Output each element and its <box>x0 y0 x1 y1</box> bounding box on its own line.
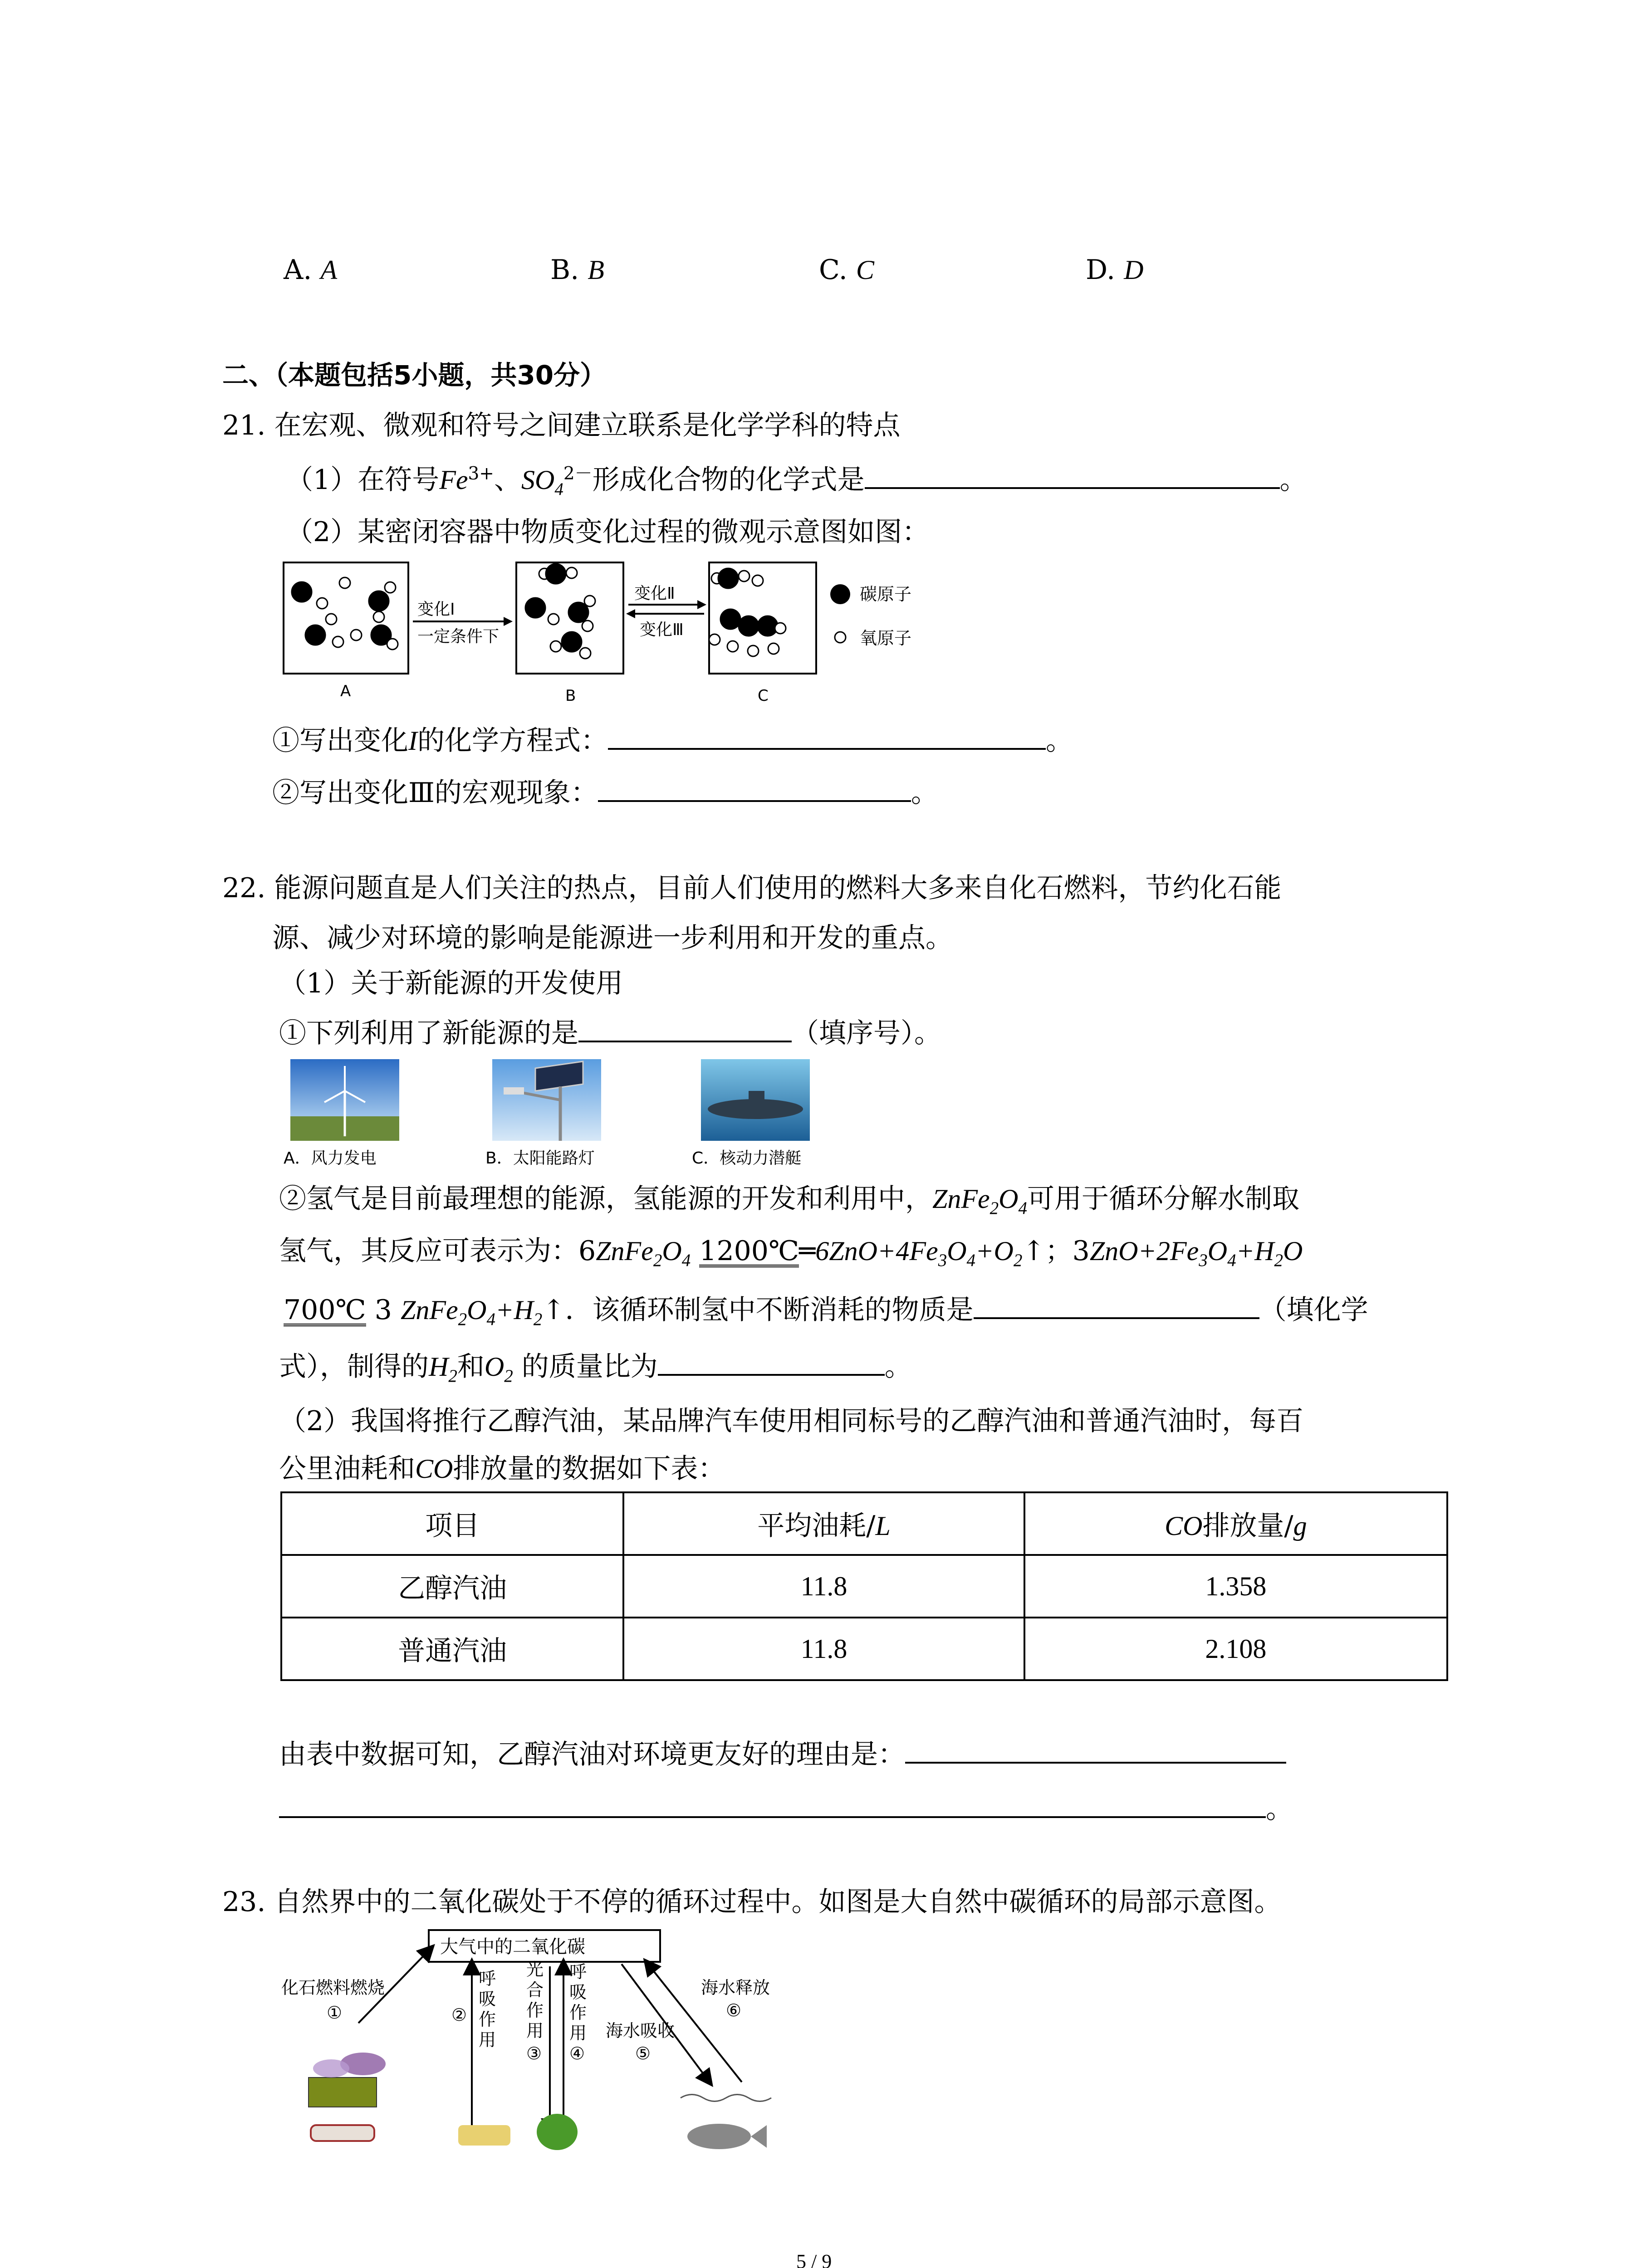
change1-condition: 一定条件下 <box>417 627 500 646</box>
sea-release-label: 海水释放 <box>701 1978 770 1998</box>
table-row <box>281 1618 1447 1680</box>
answer-blank[interactable] <box>905 1734 1286 1764</box>
svg-text:用: 用 <box>569 2023 587 2043</box>
image-caption-b: B．太阳能路灯 <box>485 1149 595 1168</box>
table-cell: 11.8 <box>623 1618 1024 1680</box>
oxygen-atom <box>326 614 337 625</box>
change2-label: 变化Ⅱ <box>634 584 675 603</box>
oxygen-atom <box>550 641 561 652</box>
q22-stem-line1: 22. 能源问题直是人们关注的热点，目前人们使用的燃料大多来自化石燃料，节约化石能 <box>222 872 1282 904</box>
q22-stem-line2: 源、减少对环境的影响是能源进一步利用和开发的重点。 <box>272 922 953 954</box>
answer-blank[interactable] <box>865 459 1280 489</box>
table-cell: 1.358 <box>1024 1555 1447 1618</box>
answer-blank[interactable] <box>658 1346 885 1376</box>
q22-conclusion-line2: 。 <box>279 1787 1293 1826</box>
legend-carbon: 碳原子 <box>860 584 912 604</box>
oxygen-atom <box>752 575 763 586</box>
table-header-row <box>281 1492 1447 1555</box>
table-cell: 乙醇汽油 <box>281 1555 623 1618</box>
solar-lamp-image <box>492 1059 601 1141</box>
carbon-atom <box>739 616 759 636</box>
oxygen-atom <box>584 596 595 606</box>
carbon-atom-icon <box>830 584 850 604</box>
sea-icon <box>681 2095 771 2102</box>
q22-sub1: ①下列利用了新能源的是 （填序号）。 <box>279 1012 941 1051</box>
carbon-atom <box>305 625 325 645</box>
change3-label: 变化Ⅲ <box>640 621 684 639</box>
option-b: B. B <box>550 254 604 286</box>
svg-text:用: 用 <box>479 2030 496 2050</box>
table-cell: 普通汽油 <box>281 1618 623 1680</box>
option-a: A. A <box>284 254 338 286</box>
atmosphere-co2-box: 大气中的二氧化碳 <box>440 1936 585 1957</box>
oxygen-atom <box>566 567 577 578</box>
svg-text:作: 作 <box>526 2000 544 2020</box>
oxygen-atom <box>748 645 759 656</box>
answer-blank[interactable] <box>598 772 911 802</box>
q22-part1: （1）关于新能源的开发使用 <box>279 968 623 999</box>
q23-stem: 23. 自然界中的二氧化碳处于不停的循环过程中。如图是大自然中碳循环的局部示意图。 <box>222 1886 1282 1918</box>
section-title: 二、（本题包括5小题，共30分） <box>222 360 607 391</box>
fish-icon <box>687 2124 751 2149</box>
oxygen-atom <box>775 623 786 634</box>
q21-stem: 21. 在宏观、微观和符号之间建立联系是化学学科的特点 <box>222 410 901 441</box>
oxygen-atom <box>339 577 350 588</box>
oxygen-atom <box>385 582 396 593</box>
svg-text:作: 作 <box>479 2009 496 2029</box>
q21-sub1: ①写出变化I的化学方程式： 。 <box>272 719 1073 758</box>
sea-absorb-label: 海水吸收 <box>606 2021 675 2041</box>
table-header: 平均油耗/L <box>623 1492 1024 1555</box>
oxygen-atom <box>727 641 738 652</box>
q21-sub2: ②写出变化Ⅲ的宏观现象： 。 <box>272 771 938 810</box>
q22-conclusion: 由表中数据可知，乙醇汽油对环境更友好的理由是： <box>279 1733 1286 1772</box>
svg-text:③: ③ <box>526 2043 542 2063</box>
table-cell: 11.8 <box>623 1555 1024 1618</box>
svg-text:⑥: ⑥ <box>726 2000 742 2020</box>
legend-oxygen: 氧原子 <box>860 628 912 648</box>
oxygen-atom <box>387 639 398 650</box>
table-cell: 2.108 <box>1024 1618 1447 1680</box>
car-icon <box>311 2125 374 2141</box>
tree-icon <box>537 2114 578 2150</box>
carbon-atom <box>718 568 738 588</box>
box-label-c: C <box>758 687 769 705</box>
carbon-atom <box>369 591 389 611</box>
oxygen-atom-icon <box>835 632 846 643</box>
answer-blank[interactable] <box>578 1012 792 1042</box>
image-caption-c: C．核动力潜艇 <box>692 1149 802 1168</box>
q22-part2-line1: （2）我国将推行乙醇汽油，某品牌汽车使用相同标号的乙醇汽油和普通汽油时，每百 <box>279 1405 1304 1437</box>
box-label-a: A <box>340 682 351 700</box>
oxygen-atom <box>333 636 343 647</box>
table-header: CO排放量/g <box>1024 1492 1447 1555</box>
cow-icon <box>458 2125 510 2146</box>
micro-diagram <box>281 556 944 710</box>
carbon-atom <box>568 602 588 622</box>
q22-sub2-line1: ②氢气是目前最理想的能源，氢能源的开发和利用中，$ZnFe_2O_4$可用于循环分解水制取 <box>279 1183 1299 1218</box>
svg-text:作: 作 <box>569 2003 587 2023</box>
factory-icon <box>309 2077 377 2107</box>
fuel-table <box>280 1491 1448 1681</box>
carbon-atom <box>546 564 566 584</box>
fossil-fuel-label: 化石燃料燃烧 <box>281 1978 385 1998</box>
svg-text:④: ④ <box>569 2043 585 2063</box>
carbon-atom <box>758 616 778 636</box>
oxygen-atom <box>768 643 779 654</box>
svg-text:⑤: ⑤ <box>635 2043 651 2063</box>
svg-text:用: 用 <box>526 2021 544 2041</box>
oxygen-atom <box>373 611 384 622</box>
wind-power-image <box>290 1059 399 1141</box>
oxygen-atom <box>548 614 559 625</box>
image-caption-a: A．风力发电 <box>284 1149 377 1168</box>
oxygen-atom <box>317 598 328 609</box>
svg-text:②: ② <box>451 2005 467 2025</box>
oxygen-atom <box>709 634 720 645</box>
carbon-atom <box>525 598 545 618</box>
submarine-image <box>701 1059 810 1141</box>
svg-text:吸: 吸 <box>479 1989 496 2009</box>
q21-part1: （1）在符号$Fe^{3+}$、$SO_4^{2-}$形成化合物的化学式是 。 <box>286 458 1307 499</box>
answer-blank[interactable] <box>608 720 1046 750</box>
oxygen-atom <box>739 571 749 582</box>
reaction-condition-2: 700℃ <box>284 1294 366 1326</box>
svg-text:吸: 吸 <box>569 1982 587 2002</box>
carbon-atom <box>562 632 582 652</box>
svg-text:呼: 呼 <box>479 1969 496 1989</box>
carbon-cycle-diagram <box>272 1923 835 2177</box>
table-row <box>281 1555 1447 1618</box>
answer-blank[interactable] <box>279 1788 1266 1818</box>
svg-text:①: ① <box>327 2003 343 2023</box>
q22-sub2-line2: 氢气，其反应可表示为：$6ZnFe_2O_4$ $1200℃═6ZnO+4Fe_3O_4+O_2↑$；$3ZnO+2Fe_3O_4+H_2O$ <box>279 1235 1303 1270</box>
svg-text:呼: 呼 <box>569 1962 587 1982</box>
carbon-atom <box>720 609 740 629</box>
reaction-condition: 1200℃ <box>699 1235 799 1267</box>
q21-part2: （2）某密闭容器中物质变化过程的微观示意图如图： <box>286 516 930 548</box>
svg-text:光: 光 <box>526 1960 544 1980</box>
q22-sub2-line3: 700℃ 3 $ZnFe_2O_4+H_2↑$．该循环制氢中不断消耗的物质是 （填化学 <box>284 1288 1368 1330</box>
oxygen-atom <box>582 621 593 631</box>
svg-text:合: 合 <box>526 1980 544 2000</box>
page-number: 5 / 9 <box>796 2250 832 2268</box>
box-label-b: B <box>565 687 576 705</box>
q22-part2-line2: 公里油耗和CO排放量的数据如下表： <box>279 1453 725 1485</box>
carbon-atom <box>292 582 312 602</box>
q22-sub2-line4: 式），制得的$H_2$和$O_2$ 的质量比为 。 <box>279 1345 912 1386</box>
option-c: C. C <box>819 254 874 286</box>
table-header: 项目 <box>281 1492 623 1555</box>
oxygen-atom <box>351 630 362 640</box>
change1-label: 变化Ⅰ <box>417 600 455 619</box>
option-d: D. D <box>1086 254 1144 286</box>
answer-blank[interactable] <box>974 1289 1259 1319</box>
oxygen-atom <box>580 648 591 659</box>
